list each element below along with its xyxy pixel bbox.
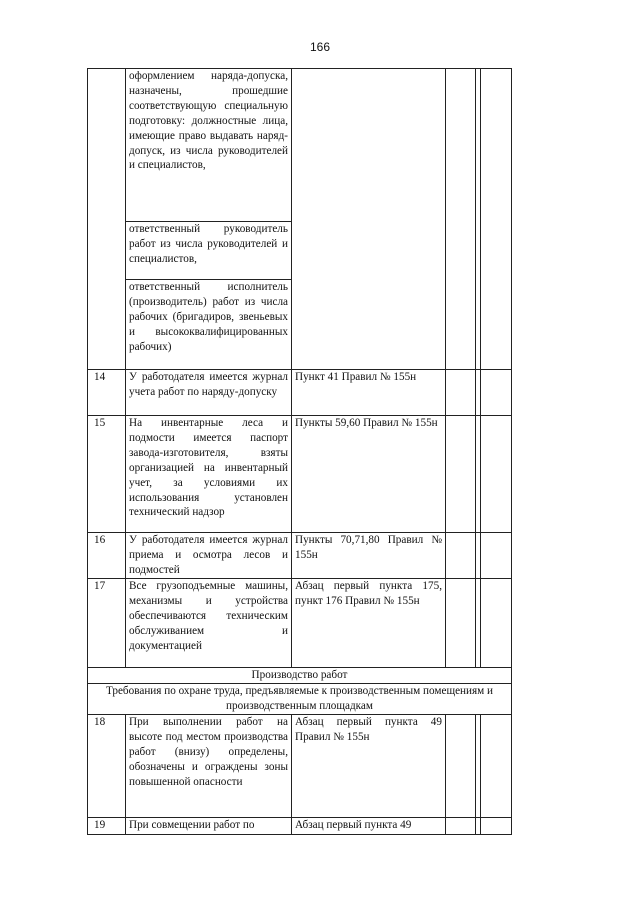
- reference-cell: Абзац первый пункта 49 Правил № 155н: [292, 715, 446, 818]
- reference-cell: Абзац первый пункта 175, пункт 176 Правил № 155н: [292, 579, 446, 668]
- section-row: [88, 668, 512, 684]
- section-subtitle: Требования по охране труда, предъявляемые к производственным помещениям и производственным площадкам: [88, 684, 512, 715]
- answer-na-cell: [481, 533, 512, 579]
- answer-yes-cell: [446, 416, 476, 533]
- section-row: [88, 684, 512, 715]
- table-row: [88, 533, 512, 579]
- answer-na-cell: [481, 579, 512, 668]
- section-title: Производство работ: [88, 668, 512, 684]
- requirement-cell: ответственный руководитель работ из числа руководителей и специалистов,: [126, 222, 292, 280]
- requirement-cell: У работодателя имеется журнал учета работ по наряду-допуску: [126, 370, 292, 416]
- reference-cell: Пункты 59,60 Правил № 155н: [292, 416, 446, 533]
- requirement-cell: ответственный исполнитель (производитель) работ из числа рабочих (бригадиров, звеньевых и высококвалифицированных рабочих): [126, 280, 292, 370]
- answer-yes-cell: [446, 818, 476, 835]
- reference-cell: [292, 69, 446, 370]
- row-number: [88, 69, 126, 370]
- answer-na-cell: [481, 69, 512, 370]
- reference-cell: Абзац первый пункта 49: [292, 818, 446, 835]
- requirement-cell: При выполнении работ на высоте под местом производства работ (внизу) определены, обозначены и ограждены зоны повышенной опасности: [126, 715, 292, 818]
- answer-yes-cell: [446, 69, 476, 370]
- reference-cell: Пункты 70,71,80 Правил № 155н: [292, 533, 446, 579]
- table-row: [88, 370, 512, 416]
- row-number: 19: [88, 818, 126, 835]
- row-number: 17: [88, 579, 126, 668]
- answer-yes-cell: [446, 533, 476, 579]
- answer-na-cell: [481, 416, 512, 533]
- requirement-cell: У работодателя имеется журнал приема и осмотра лесов и подмостей: [126, 533, 292, 579]
- page-number: 166: [309, 40, 331, 54]
- reference-cell: Пункт 41 Правил № 155н: [292, 370, 446, 416]
- row-number: 15: [88, 416, 126, 533]
- answer-na-cell: [481, 818, 512, 835]
- requirement-cell: При совмещении работ по: [126, 818, 292, 835]
- requirement-cell: Все грузоподъемные машины, механизмы и устройства обеспечиваются техническим обслуживанием и документацией: [126, 579, 292, 668]
- table-row: [88, 715, 512, 818]
- answer-yes-cell: [446, 715, 476, 818]
- answer-na-cell: [481, 370, 512, 416]
- answer-yes-cell: [446, 579, 476, 668]
- row-number: 16: [88, 533, 126, 579]
- requirement-cell: На инвентарные леса и подмости имеется паспорт завода-изготовителя, взяты организацией на инвентарный учет, за условиями их использования установлен технический надзор: [126, 416, 292, 533]
- answer-na-cell: [481, 715, 512, 818]
- table-row: [88, 69, 512, 222]
- table-row: [88, 579, 512, 668]
- table-row: [88, 818, 512, 835]
- requirement-cell: оформлением наряда-допуска, назначены, прошедшие соответствующую специальную подготовку: должностные лица, имеющие право выдавать наряд-допуск, из числа руководителей и специалистов,: [126, 69, 292, 222]
- answer-yes-cell: [446, 370, 476, 416]
- row-number: 14: [88, 370, 126, 416]
- row-number: 18: [88, 715, 126, 818]
- table-row: [88, 416, 512, 533]
- checklist-table: [87, 68, 512, 835]
